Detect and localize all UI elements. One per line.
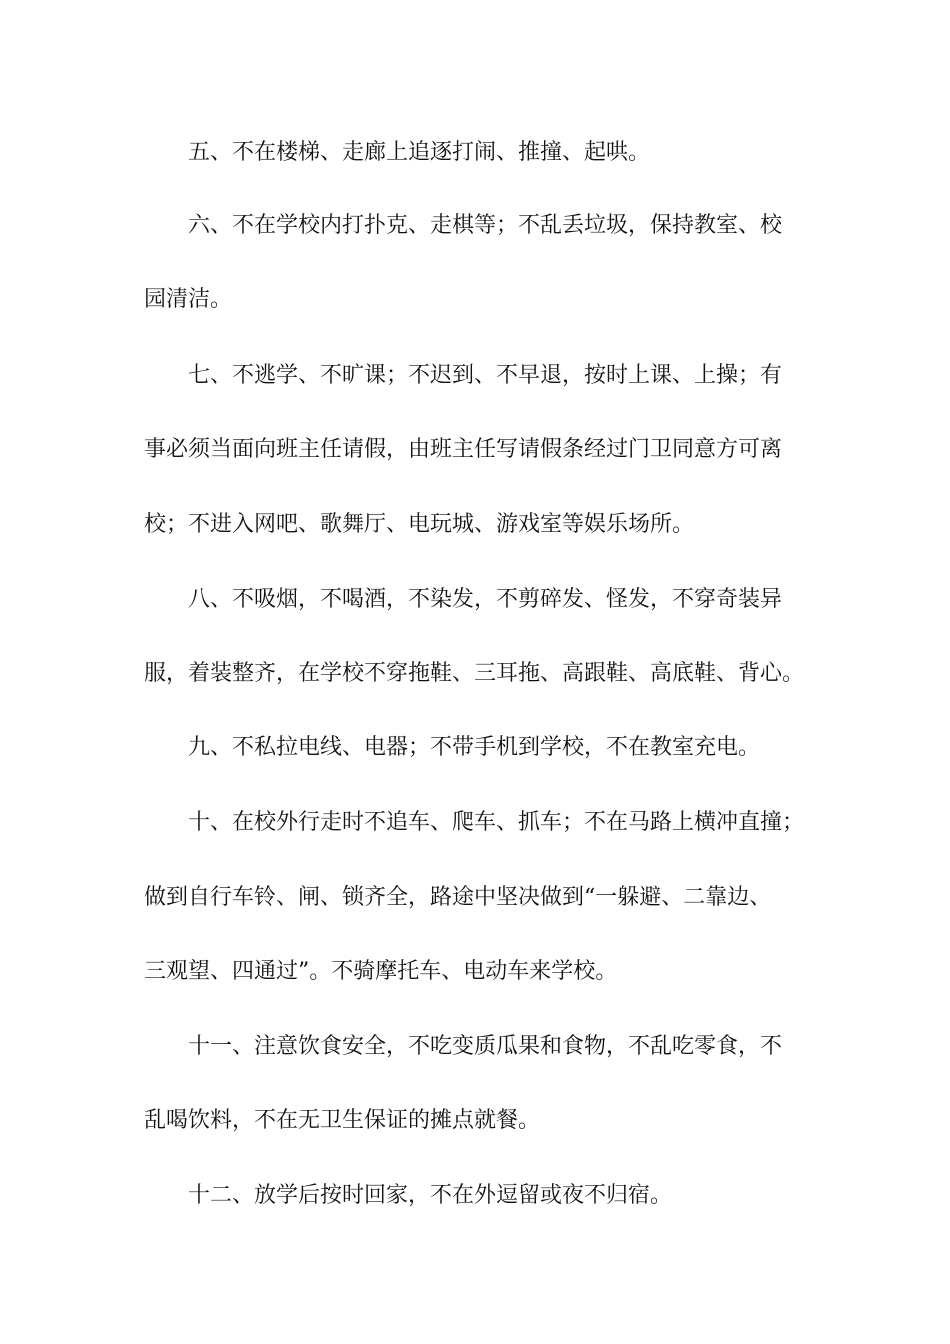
- rule-10-line-3: 三观望、四通过”。不骑摩托车、电动车来学校。: [144, 959, 618, 984]
- rule-12-line-1: 十二、放学后按时回家，不在外逗留或夜不归宿。: [188, 1183, 673, 1208]
- rule-8-line-2: 服，着装整齐，在学校不穿拖鞋、三耳拖、高跟鞋、高底鞋、背心。: [144, 661, 805, 686]
- rule-10-line-2: 做到自行车铃、闸、锁齐全，路途中坚决做到“一躲避、二靠边、: [144, 885, 772, 910]
- rule-7-line-1: 七、不逃学、不旷课；不迟到、不早退，按时上课、上操；有: [188, 363, 783, 388]
- rule-8-line-1: 八、不吸烟，不喝酒，不染发，不剪碎发、怪发，不穿奇装异: [188, 587, 783, 612]
- rule-7-line-2: 事必须当面向班主任请假，由班主任写请假条经过门卫同意方可离: [144, 437, 783, 462]
- rule-6-line-2: 园清洁。: [144, 287, 233, 312]
- rule-10-line-1: 十、在校外行走时不追车、爬车、抓车；不在马路上横冲直撞；: [188, 810, 805, 835]
- rule-7-line-3: 校；不进入网吧、歌舞厅、电玩城、游戏室等娱乐场所。: [144, 512, 695, 537]
- rule-6-line-1: 六、不在学校内打扑克、走棋等；不乱丢垃圾，保持教室、校: [188, 213, 783, 238]
- rule-9-line-1: 九、不私拉电线、电器；不带手机到学校，不在教室充电。: [188, 735, 761, 760]
- rule-5-line-1: 五、不在楼梯、走廊上追逐打闹、推撞、起哄。: [188, 140, 651, 165]
- rule-11-line-1: 十一、注意饮食安全，不吃变质瓜果和食物，不乱吃零食，不: [188, 1034, 783, 1059]
- rule-11-line-2: 乱喝饮料，不在无卫生保证的摊点就餐。: [144, 1108, 541, 1133]
